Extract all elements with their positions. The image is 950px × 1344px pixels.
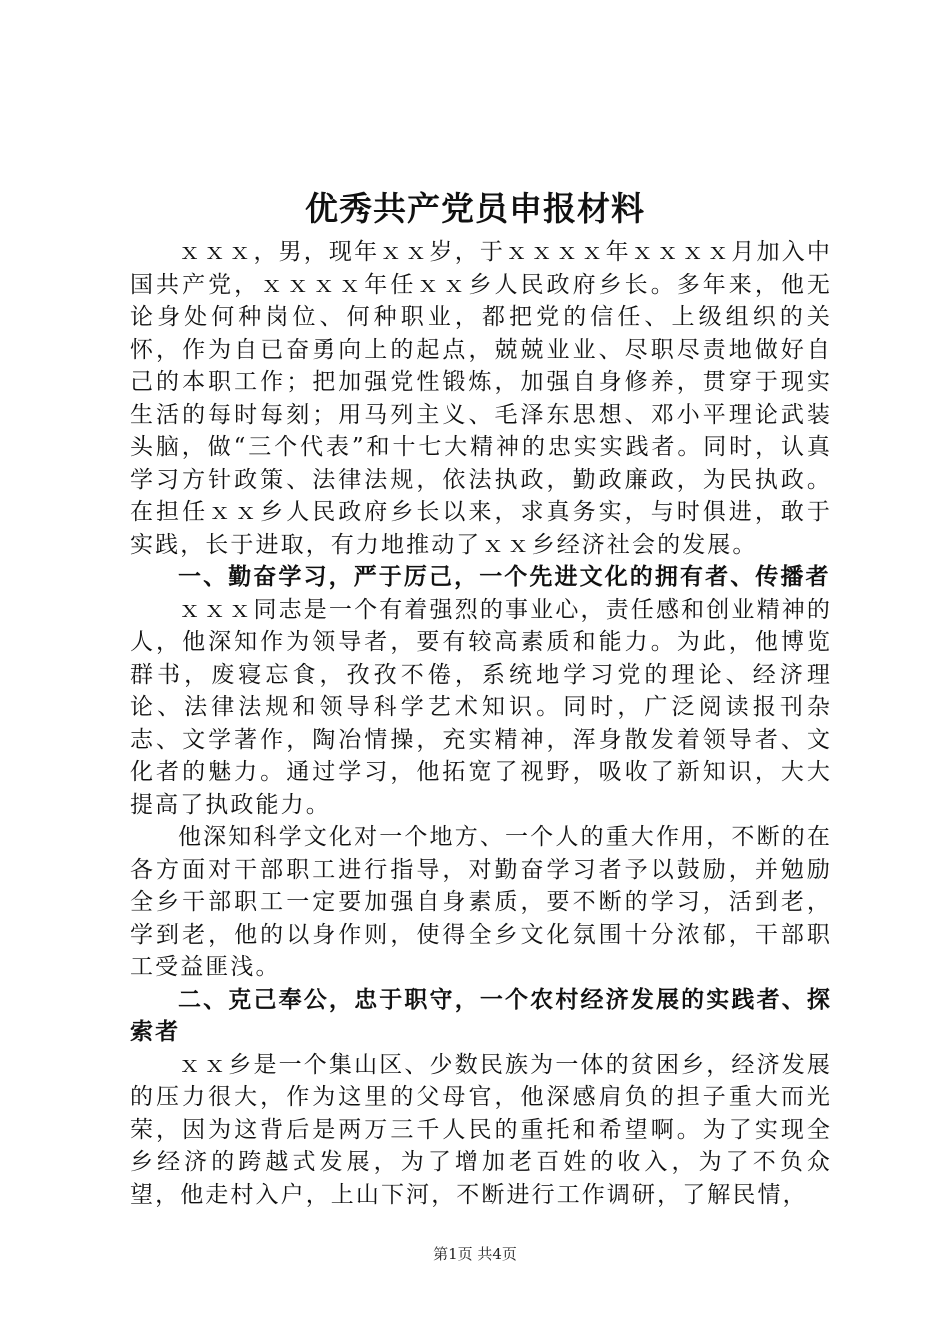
page-number-footer: 第1页 共4页 [433,1245,517,1263]
document-title: 优秀共产党员申报材料 [305,189,645,228]
paragraph-intro: ｘｘｘ，男，现年ｘｘ岁，于ｘｘｘｘ年ｘｘｘｘ月加入中国共产党，ｘｘｘｘ年任ｘｘ乡人民政府乡长。多年来，他无论身处何种岗位、何种职业，都把党的信任、上级组织的关怀，作为自已奋勇向上的起点，兢兢业业、尽职尽责地做好自己的本职工作；把加强党性锻炼，加强自身修养，贯穿于现实生活的每时每刻；用马列主义、毛泽东思想、邓小平理论武装头脑，做“三个代表”和十七大精神的忠实实践者。同时，认真学习方针政策、法律法规，依法执政，勤政廉政，为民执政。在担任ｘｘ乡人民政府乡长以来，求真务实，与时俱进，敢于实践，长于进取，有力地推动了ｘｘ乡经济社会的发展。 [130,239,832,558]
section-heading-1: 一、勤奋学习，严于厉己，一个先进文化的拥有者、传播者 [178,564,831,590]
document-body [130,236,832,1211]
paragraph-study: ｘｘｘ同志是一个有着强烈的事业心，责任感和创业精神的人，他深知作为领导者，要有较高素质和能力。为此，他博览群书，废寝忘食，孜孜不倦，系统地学习党的理论、经济理论、法律法规和领导科学艺术知识。同时，广泛阅读报刊杂志、文学著作，陶冶情操，充实精神，浑身散发着领导者、文化者的魅力。通过学习，他拓宽了视野，吸收了新知识，大大提高了执政能力。 [130,596,832,818]
section-heading-2: 二、克己奉公，忠于职守，一个农村经济发展的实践者、探索者 [130,986,832,1045]
paragraph-economy: ｘｘ乡是一个集山区、少数民族为一体的贫困乡，经济发展的压力很大，作为这里的父母官，他深感肩负的担子重大而光荣，因为这背后是两万三千人民的重托和希望啊。为了实现全乡经济的跨越式发展，为了增加老百姓的收入，为了不负众望，他走村入户，上山下河，不断进行工作调研，了解民情， [130,1051,832,1208]
paragraph-culture: 他深知科学文化对一个地方、一个人的重大作用，不断的在各方面对干部职工进行指导，对勤奋学习者予以鼓励，并勉励全乡干部职工一定要加强自身素质，要不断的学习，活到老，学到老，他的以身作则，使得全乡文化氛围十分浓郁，干部职工受益匪浅。 [130,824,832,980]
